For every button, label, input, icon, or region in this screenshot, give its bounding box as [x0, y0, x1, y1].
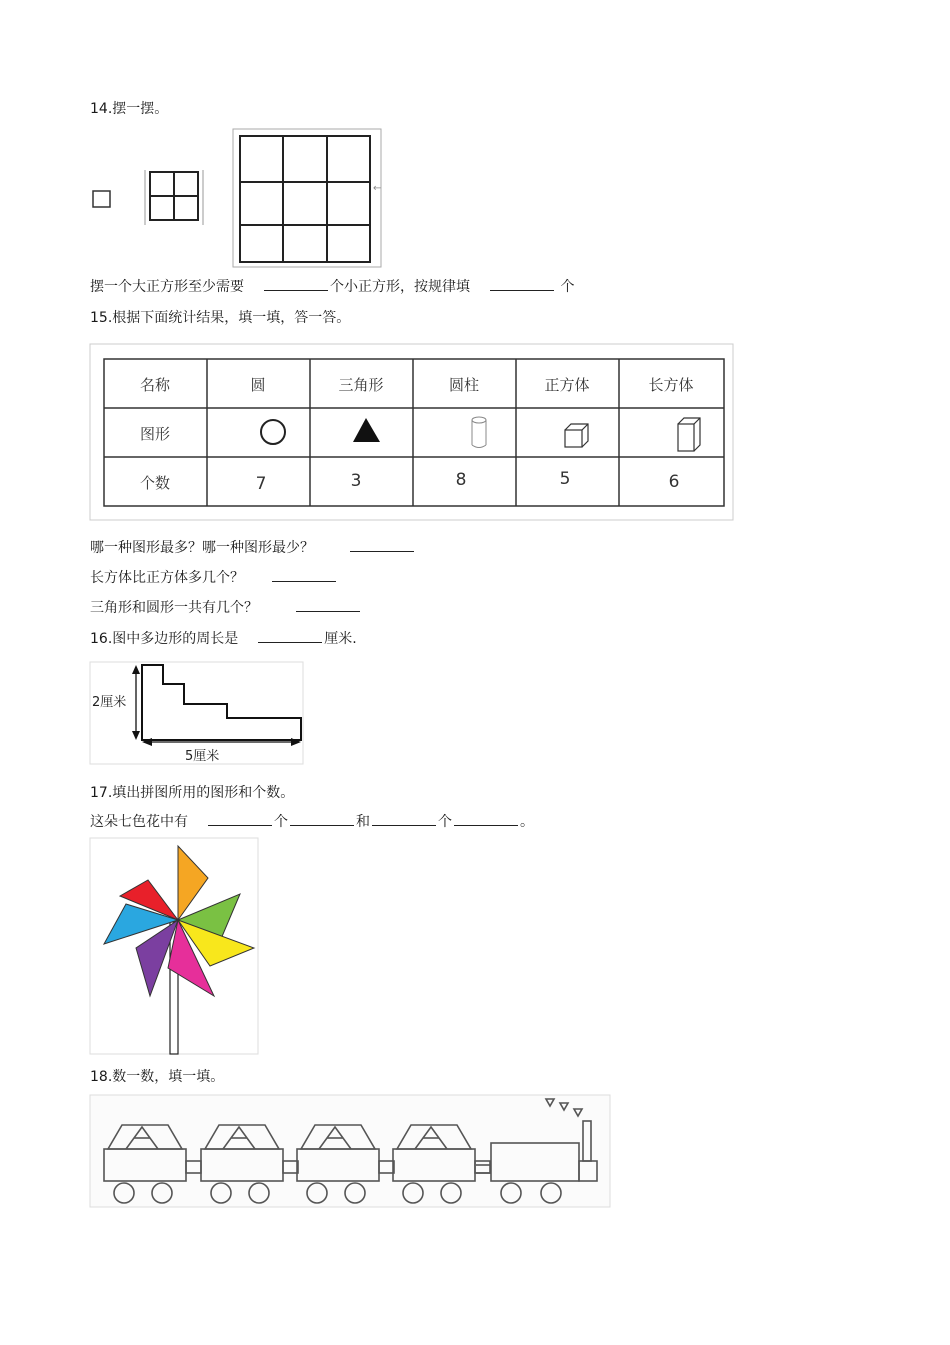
table-col-cylinder: 圆柱	[448, 376, 480, 394]
q16-question: 16.图中多边形的周长是 厘米.	[90, 628, 357, 649]
svg-text:←: ←	[373, 183, 382, 194]
table-row-header-name: 名称	[139, 376, 171, 394]
count-cuboid: 6	[668, 472, 680, 492]
table-col-triangle: 三角形	[338, 376, 384, 394]
q14-text-a: 摆一个大正方形至少需要	[90, 279, 244, 295]
q15-question-3: 三角形和圆形一共有几个？	[90, 597, 362, 618]
q14-question	[90, 276, 574, 297]
q16-polygon-figure	[90, 662, 305, 766]
q17-pinwheel-figure	[90, 838, 260, 1056]
q14-text-b: 个小正方形，按规律填	[330, 279, 470, 295]
q17-answer-blank-1[interactable]	[208, 811, 272, 826]
count-circle: 7	[255, 474, 267, 494]
table-col-cube: 正方体	[544, 376, 590, 394]
cylinder-icon	[472, 417, 486, 448]
q14-text-c: 个	[560, 279, 575, 295]
table-col-circle: 圆	[250, 376, 266, 394]
q15-question-1: 哪一种图形最多？哪一种图形最少？	[90, 537, 416, 558]
q18-title: 18.数一数，填一填。	[90, 1069, 225, 1085]
q15-answer-blank-3[interactable]	[296, 597, 360, 612]
triangle-icon	[353, 418, 380, 442]
table-row-header-count: 个数	[139, 474, 171, 492]
q15-question-2: 长方体比正方体多几个？	[90, 567, 338, 588]
q17-title: 17.填出拼图所用的图形和个数。	[90, 785, 295, 801]
table-row-header-shape: 图形	[139, 425, 171, 443]
small-square-icon	[93, 191, 110, 207]
q14-answer-blank-1[interactable]	[264, 276, 328, 291]
width-label: 5厘米	[185, 749, 220, 764]
q16-answer-blank[interactable]	[258, 628, 322, 643]
cuboid-icon	[678, 418, 700, 451]
cube-icon	[565, 424, 588, 447]
circle-icon	[261, 420, 285, 444]
height-label: 2厘米	[92, 695, 127, 710]
count-cube: 5	[559, 469, 571, 489]
q14-title: 14.摆一摆。	[90, 101, 169, 117]
q15-answer-blank-2[interactable]	[272, 567, 336, 582]
q14-figures	[90, 125, 390, 275]
q15-title: 15.根据下面统计结果，填一填，答一答。	[90, 310, 351, 326]
q15-answer-blank-1[interactable]	[350, 537, 414, 552]
q18-train-figure	[90, 1095, 612, 1209]
q17-answer-blank-3[interactable]	[372, 811, 436, 826]
four-square-grid	[145, 170, 203, 225]
q17-question: 这朵七色花中有 个 和 个 。	[90, 811, 534, 832]
count-cylinder: 8	[455, 470, 467, 490]
q14-answer-blank-2[interactable]	[490, 276, 554, 291]
q17-answer-blank-2[interactable]	[290, 811, 354, 826]
q17-answer-blank-4[interactable]	[454, 811, 518, 826]
q15-stats-table	[90, 344, 735, 522]
count-triangle: 3	[350, 471, 362, 491]
nine-square-grid	[233, 129, 381, 267]
table-col-cuboid: 长方体	[648, 376, 694, 394]
stair-polygon	[142, 665, 301, 740]
